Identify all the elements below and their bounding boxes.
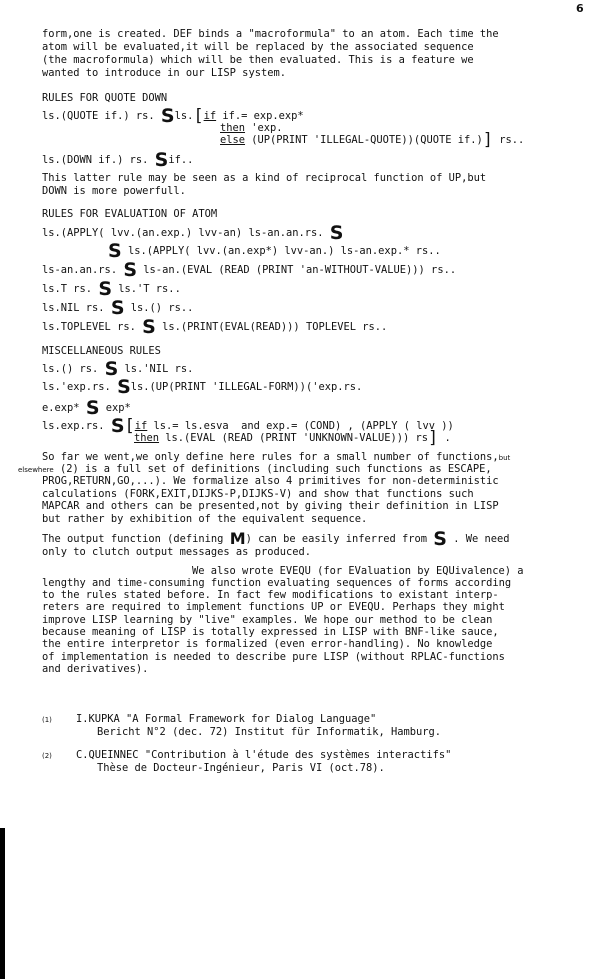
para5-line: of implementation is needed to describe pure LISP (without RPLAC-functions [42,651,505,663]
rule-lhs: ls-an.an.rs. [42,264,118,276]
rule-text: ls.= ls.esva and exp.= (COND) , (APPLY ( lvv )) [147,420,454,432]
quote-down-heading: RULES FOR QUOTE DOWN [42,92,168,104]
down-rule-line [42,149,194,171]
rule-lhs: ls.NIL rs. [42,302,105,314]
rule-lhs: ls.'exp.rs. [42,381,111,393]
atom-rule-line [42,259,457,281]
ref1-number: (1) [42,716,52,724]
para5-line: because meaning of LISP is totally expressed in LISP with BNF-like sauce, [42,626,499,638]
s-arrow-symbol: S [329,222,344,244]
para3-line: elsewhere (2) is a full set of definitions (including such functions as ESCAPE, [18,463,492,475]
ref2-line: C.QUEINNEC "Contribution à l'étude des systèmes interactifs" [76,749,452,761]
para3-line: PROG,RETURN,GO,...). We formalize also 4 primitives for non-deterministic [42,475,499,487]
atom-rule-line [42,297,194,319]
misc-rule-line [42,358,194,380]
rule-text: . [438,432,451,444]
rule-lhs: e.exp* [42,402,80,414]
para1-line: wanted to introduce in our LISP system. [42,67,286,79]
rule-lhs: ls.TOPLEVEL rs. [42,321,136,333]
s-arrow-symbol: S [110,415,125,437]
para5-line: reters are required to implement functions UP or EVEQU. Perhaps they might [42,601,505,613]
misc-rule-line [42,415,454,437]
s-arrow-symbol: S [104,358,119,380]
atom-rule-line [42,278,181,300]
else-keyword: else [220,134,246,146]
rule-text: ls.(UP(PRINT 'ILLEGAL-FORM))('exp.rs. [130,381,363,393]
page-number: 6 [576,2,584,15]
rule-lhs: ls.(DOWN if.) rs. [42,154,149,166]
para3-line: calculations (FORK,EXIT,DIJKS-P,DIJKS-V) and show that functions such [42,488,474,500]
rule-text: ls.'T rs.. [118,283,181,295]
quote-then-line [220,122,283,134]
s-arrow-symbol: S [142,316,156,338]
para1-line: form,one is created. DEF binds a "macroformula" to an atom. Each time the [42,28,499,40]
if-keyword: if [134,420,148,432]
rule-text: rs.. [493,134,525,146]
atom-heading: RULES FOR EVALUATION OF ATOM [42,208,218,220]
para5-line: and derivatives). [42,663,149,675]
if-keyword: if [203,110,217,122]
rule-text: ls.() rs.. [130,302,194,314]
rule-text: ls.(EVAL (READ (PRINT 'UNKNOWN-VALUE))) rs [159,432,429,444]
s-arrow-symbol: S [85,397,100,419]
misc-rule-line [42,376,363,398]
para2-line: DOWN is more powerfull. [42,185,186,197]
rule-lhs: ls.(APPLY( lvv.(an.exp.) lvv-an) ls-an.an.rs. [42,227,324,239]
rule-text: ls.(PRINT(EVAL(READ))) TOPLEVEL rs.. [162,321,388,333]
s-arrow-symbol: S [123,259,138,281]
misc-rule-line [42,397,131,419]
scan-edge-bar [0,828,5,979]
quote-rule-line [42,105,304,127]
ref2-line: Thèse de Docteur-Ingénieur, Paris VI (oct.78). [97,762,385,774]
rule-text: if.. [168,154,194,166]
rule-text: (UP(PRINT 'ILLEGAL-QUOTE))(QUOTE if.) [245,134,483,146]
para5-line: to the rules stated before. In fact few modifications to existant interp- [42,589,499,601]
para5-line: We also wrote EVEQU (for EValuation by EQUivalence) a [192,565,524,577]
para4-line: only to clutch output messages as produced. [42,546,311,558]
para1-line: (the macroformula) which will be then evaluated. This is a feature we [42,54,474,66]
para2-line: This latter rule may be seen as a kind of reciprocal function of UP,but [42,172,487,184]
para1-line: atom will be evaluated,it will be replaced by the associated sequence [42,41,474,53]
then-keyword: then [220,122,246,134]
para3-line: MAPCAR and others can be presented,not by giving their definition in LISP [42,500,499,512]
open-bracket: [ [124,416,135,436]
quote-else-line [220,130,525,150]
margin-note: elsewhere [18,466,54,474]
misc-heading: MISCELLANEOUS RULES [42,345,161,357]
atom-rule-line [42,222,344,244]
rule-lhs: ls.exp.rs. [42,420,105,432]
margin-note: but [498,454,511,462]
m-symbol: M [229,529,246,548]
ref1-line: Bericht N°2 (dec. 72) Institut für Informatik, Hamburg. [97,726,442,738]
s-arrow-symbol: S [160,105,175,127]
then-keyword: then [134,432,160,444]
rule-lhs: ls.() rs. [42,363,99,375]
s-arrow-symbol: S [433,528,447,550]
para5-line: improve LISP learning by "live" examples. We hope our method to be clean [42,614,493,626]
atom-rule-line [108,240,441,262]
s-arrow-symbol: S [110,297,125,319]
rule-text: ls. [174,110,194,122]
para4-line: The output function (defining M) can be easily inferred from S . We need [42,528,510,550]
rule-text: ls.(APPLY( lvv.(an.exp*) lvv-an.) ls-an.exp.* rs.. [127,245,441,257]
s-arrow-symbol: S [108,240,122,262]
rule-text: exp* [105,402,131,414]
para5-line: lengthy and time-consuming function evaluating sequences of forms according [42,577,512,589]
atom-rule-line [42,316,388,338]
s-arrow-symbol: S [98,278,112,300]
rule-text: if.= exp.exp* [216,110,304,122]
close-bracket: ] [482,130,493,150]
misc-then-line [134,428,451,448]
para3-line: but rather by exhibition of the equivalent sequence. [42,513,368,525]
rule-text: ls-an.(EVAL (READ (PRINT 'an-WITHOUT-VALUE))) rs.. [143,264,457,276]
rule-text: 'exp. [245,122,283,134]
rule-lhs: ls.T rs. [42,283,93,295]
rule-lhs: ls.(QUOTE if.) rs. [42,110,155,122]
open-bracket: [ [193,106,204,126]
close-bracket: ] [428,428,439,448]
ref2-number: (2) [42,752,52,760]
s-arrow-symbol: S [117,376,131,398]
para3-line: So far we went,we only define here rules for a small number of functions,but [42,451,511,463]
s-arrow-symbol: S [154,149,169,171]
rule-text: ls.'NIL rs. [124,363,194,375]
para5-line: the entire interpretor is formalized (even error-handling). No knowledge [42,638,493,650]
ref1-line: I.KUPKA "A Formal Framework for Dialog Language" [76,713,377,725]
